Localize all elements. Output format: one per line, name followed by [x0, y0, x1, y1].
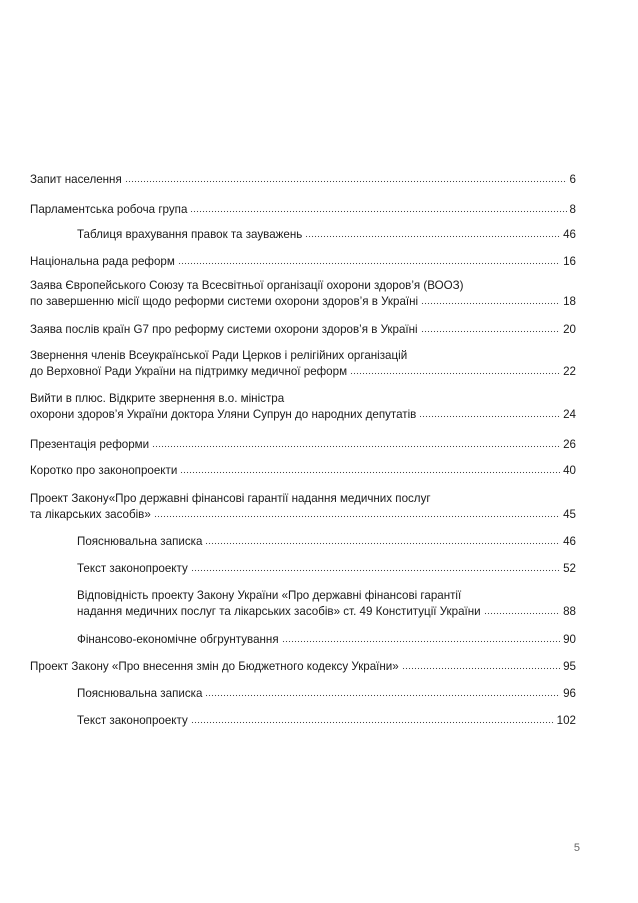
- toc-entry-title: Національна рада реформ: [30, 255, 175, 268]
- dot-leader: [178, 262, 560, 265]
- toc-page-number: 96: [563, 687, 576, 700]
- toc-entry[interactable]: [30, 278, 576, 310]
- toc-entry-title: Відповідність проекту Закону України «Про державні фінансові гарантії: [77, 589, 462, 602]
- toc-page-number: 88: [563, 605, 576, 618]
- toc-entry-title: Проект Закону«Про державні фінансові гарантії надання медичних послуг: [30, 492, 431, 505]
- toc-entry-title: Текст законопроекту: [77, 562, 188, 575]
- dot-leader: [154, 515, 560, 518]
- toc-entry-title: Звернення членів Всеукраїнської Ради Церков і релігійних організацій: [30, 349, 408, 362]
- toc-entry[interactable]: [30, 463, 576, 479]
- toc-page-number: 95: [563, 660, 576, 673]
- toc-page-number: 102: [556, 714, 576, 727]
- toc-entry[interactable]: [30, 491, 576, 523]
- toc-entry-title: Заява Європейського Союзу та Всесвітньої організації охорони здоров’я (ВООЗ): [30, 279, 464, 292]
- toc-entry-title: надання медичних послуг та лікарських засобів» ст. 49 Конституції України: [77, 605, 481, 618]
- toc-entry-title: Пояснювальна записка: [77, 687, 203, 700]
- toc-page-number: 46: [563, 228, 576, 241]
- toc-entry[interactable]: [30, 391, 576, 423]
- toc-entry-title: Текст законопроекту: [77, 714, 188, 727]
- toc-entry-title: Презентація реформи: [30, 438, 150, 451]
- dot-leader: [421, 302, 560, 305]
- toc-entry-title: Запит населення: [30, 173, 122, 186]
- toc-page-number: 26: [563, 438, 576, 451]
- toc-entry[interactable]: [77, 686, 576, 702]
- dot-leader: [205, 542, 560, 545]
- toc-page-number: 20: [563, 323, 576, 336]
- toc-entry-title: Пояснювальна записка: [77, 535, 203, 548]
- toc-entry[interactable]: [30, 348, 576, 380]
- dot-leader: [152, 445, 560, 448]
- toc-entry-title: по завершенню місії щодо реформи системи охорони здоров’я в Україні: [30, 295, 419, 308]
- toc-page-number: 46: [563, 535, 576, 548]
- toc-entry[interactable]: [30, 659, 576, 675]
- dot-leader: [191, 569, 560, 572]
- toc-page-number: 45: [563, 508, 576, 521]
- dot-leader: [484, 612, 560, 615]
- dot-leader: [180, 471, 560, 474]
- toc-page-number: 16: [563, 255, 576, 268]
- toc-entry-title: Заява послів країн G7 про реформу системи охорони здоров’я в Україні: [30, 323, 418, 336]
- dot-leader: [190, 210, 566, 213]
- toc-entry[interactable]: [30, 437, 576, 453]
- toc-page-number: 6: [569, 173, 576, 186]
- dot-leader: [350, 372, 560, 375]
- toc-entry[interactable]: [77, 534, 576, 550]
- toc-page-number: 40: [563, 464, 576, 477]
- toc-entry[interactable]: [77, 632, 576, 648]
- toc-entry-title: Коротко про законопроекти: [30, 464, 178, 477]
- toc-entry-title: Таблиця врахування правок та зауважень: [77, 228, 303, 241]
- toc-entry[interactable]: [77, 713, 576, 729]
- toc-page-number: 8: [569, 203, 576, 216]
- toc-entry-title: охорони здоров’я України доктора Уляни Супрун до народних депутатів: [30, 408, 417, 421]
- dot-leader: [419, 415, 560, 418]
- toc-entry-title: та лікарських засобів»: [30, 508, 151, 521]
- dot-leader: [402, 667, 560, 670]
- toc-page-number: 90: [563, 633, 576, 646]
- toc-entry-title: Проект Закону «Про внесення змін до Бюджетного кодексу України»: [30, 660, 399, 673]
- toc-entry[interactable]: [30, 172, 576, 188]
- toc-entry-title: Парламентська робоча група: [30, 203, 188, 216]
- dot-leader: [205, 694, 560, 697]
- dot-leader: [282, 640, 560, 643]
- toc-entry[interactable]: [30, 254, 576, 270]
- toc-entry-title: до Верховної Ради України на підтримку медичної реформ: [30, 365, 348, 378]
- toc-entry-title: Фінансово-економічне обгрунтування: [77, 633, 279, 646]
- dot-leader: [305, 235, 560, 238]
- toc-entry[interactable]: [30, 202, 576, 218]
- toc-page-number: 18: [563, 295, 576, 308]
- dot-leader: [421, 330, 560, 333]
- dot-leader: [125, 180, 567, 183]
- dot-leader: [191, 721, 554, 724]
- toc-entry-title: Вийти в плюс. Відкрите звернення в.о. міністра: [30, 392, 285, 405]
- toc-entry[interactable]: [30, 322, 576, 338]
- toc-page-number: 24: [563, 408, 576, 421]
- toc-entry[interactable]: [77, 588, 576, 620]
- toc-entry[interactable]: [77, 227, 576, 243]
- toc-page-number: 22: [563, 365, 576, 378]
- page-number: 5: [573, 842, 580, 854]
- toc-entry[interactable]: [77, 561, 576, 577]
- toc-page-number: 52: [563, 562, 576, 575]
